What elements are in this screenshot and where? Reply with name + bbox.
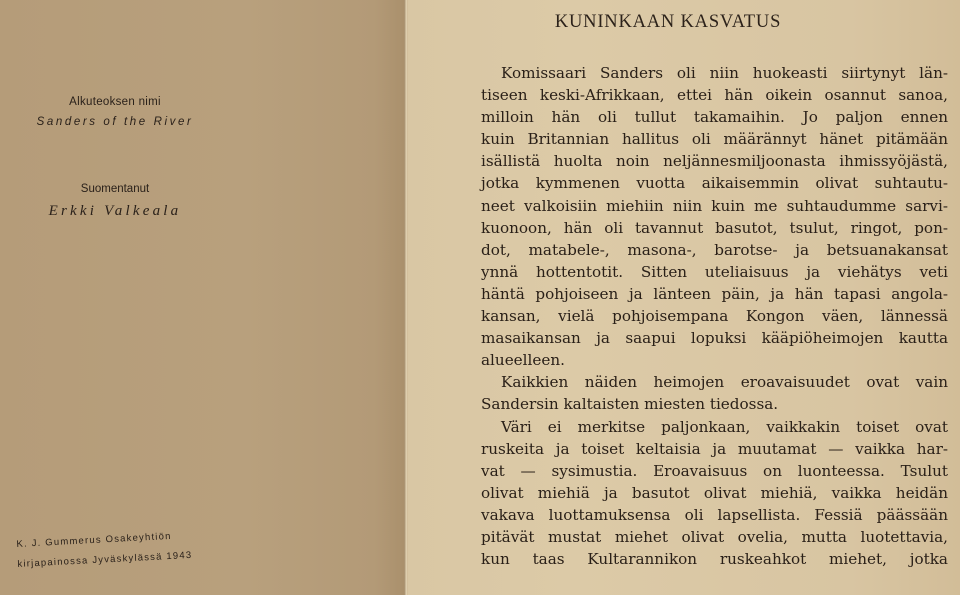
text-line: kansan, vielä pohjoisempana Kongon väen, lännessä bbox=[481, 307, 948, 326]
chapter-body bbox=[481, 62, 948, 570]
text-line: alueelleen. bbox=[481, 351, 565, 370]
text-line: dot, matabele-, masona-, barotse- ja betsuanakansat bbox=[481, 240, 948, 259]
text-line: Väri ei merkitse paljonkaan, vaikkakin toiset ovat bbox=[501, 417, 948, 436]
chapter-title: KUNINKAAN KASVATUS bbox=[554, 12, 782, 32]
translator-name: Erkki Valkeala bbox=[48, 203, 182, 219]
text-line: vakava luottamuksensa oli lapsellista. Fessiä päässään bbox=[481, 505, 948, 524]
text-line: ruskeita ja toiset keltaisia ja muutamat — vaikka har- bbox=[481, 439, 948, 458]
text-line: milloin hän oli tullut takamaihin. Jo paljon ennen bbox=[481, 108, 948, 127]
left-page bbox=[0, 0, 407, 595]
text-line: pitävät mustat miehet olivat ovelia, mutta luotettavia, bbox=[481, 527, 948, 546]
text-line: neet valkoisiin miehiin niin kuin me suhtaudumme sarvi- bbox=[481, 196, 948, 215]
translator-label: Suomentanut bbox=[80, 183, 150, 195]
text-line: kun taas Kultarannikon ruskeahkot miehet, jotka bbox=[481, 550, 948, 569]
text-line: jotka kymmenen vuotta aikaisemmin olivat suhtautu- bbox=[481, 174, 948, 193]
text-line: häntä pohjoiseen ja länteen päin, ja hän tapasi angola- bbox=[481, 284, 948, 303]
original-title-label: Alkuteoksen nimi bbox=[69, 96, 161, 108]
original-title: Sanders of the River bbox=[36, 116, 194, 128]
imprint-line-1: K. J. Gummerus Osakeyhtiön bbox=[16, 530, 172, 550]
text-line: ynnä hottentotit. Sitten uteliaisuus ja viehätys veti bbox=[481, 262, 948, 281]
paragraph-2 bbox=[481, 371, 948, 415]
text-line: Kaikkien näiden heimojen eroavaisuudet ovat vain bbox=[501, 373, 948, 392]
text-line: olivat miehiä ja basutot olivat miehiä, vaikka heidän bbox=[481, 483, 948, 502]
paragraph-1 bbox=[481, 62, 948, 371]
paragraph-3 bbox=[481, 416, 948, 571]
text-line: Sandersin kaltaisten miesten tiedossa. bbox=[481, 395, 779, 414]
text-line: kuin Britannian hallitus oli määrännyt hänet pitämään bbox=[481, 130, 948, 149]
text-line: masaikansan ja saapui lopuksi kääpiöheimojen kautta bbox=[481, 329, 948, 348]
text-line: tiseen keski-Afrikkaan, ettei hän oikein osannut sanoa, bbox=[481, 86, 948, 105]
printer-imprint bbox=[16, 526, 193, 575]
imprint-line-2: kirjapainossa Jyväskylässä 1943 bbox=[17, 549, 193, 570]
text-line: isällistä huolta noin neljännesmiljoonasta ihmissyöjästä, bbox=[481, 152, 948, 171]
text-line: kuonoon, hän oli tavannut basutot, tsulut, ringot, pon- bbox=[481, 218, 948, 237]
text-line: Komissaari Sanders oli niin huokeasti siirtynyt län- bbox=[501, 64, 948, 82]
text-line: vat — sysimustia. Eroavaisuus on luonteessa. Tsulut bbox=[481, 461, 948, 480]
